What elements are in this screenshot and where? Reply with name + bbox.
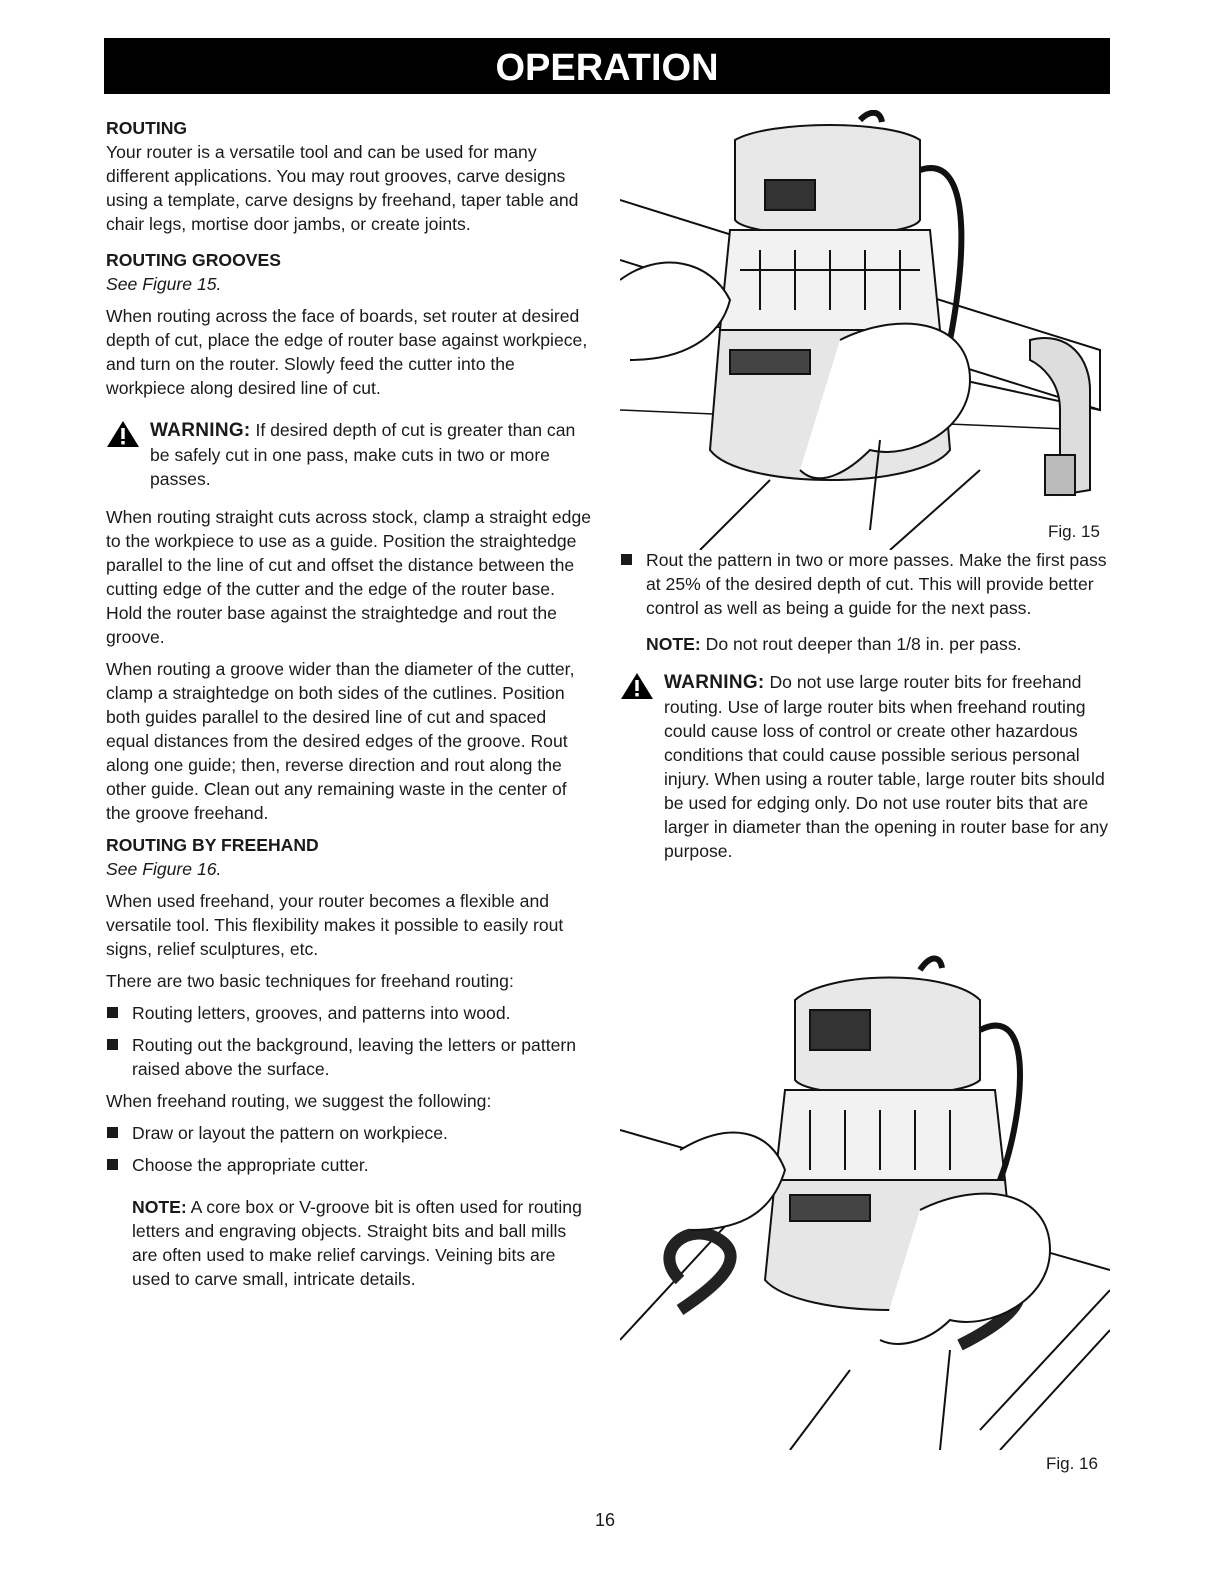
freehand-figure-reference: See Figure 16. (106, 859, 222, 879)
warning-triangle-icon (620, 672, 654, 700)
warning-large-bits (620, 670, 1110, 863)
warning-text: Do not use large router bits for freehand routing. Use of large router bits when freehand routing could cause loss of control or create other hazardous conditions that could cause possible serious personal injury. When using a router table, large router bits should be used for edging only. Do not use router bits that are larger in diameter than the opening in router base for any purpose. (664, 672, 1109, 861)
routing-heading: ROUTING (106, 118, 188, 138)
figure-16-router-freehand (620, 950, 1110, 1450)
grooves-text: When routing across the face of boards, set router at desired depth of cut, place the edge of router base against workpiece, and turn on the router. Slowly feed the cutter into the workpiece along desired line of cut. (106, 306, 588, 398)
left-column (106, 116, 594, 1291)
warning-label: WARNING: (664, 672, 765, 693)
list-item: Routing letters, grooves, and patterns into wood. (106, 1001, 594, 1025)
note-text: Do not rout deeper than 1/8 in. per pass. (705, 634, 1022, 654)
list-item: Routing out the background, leaving the letters or pattern raised above the surface. (106, 1033, 594, 1081)
list-item: Draw or layout the pattern on workpiece. (106, 1121, 594, 1145)
warning-text: If desired depth of cut is greater than can be safely cut in one pass, make cuts in two or more passes. (150, 420, 576, 489)
techniques-intro: There are two basic techniques for freehand routing: (106, 971, 514, 991)
routing-freehand-heading: ROUTING BY FREEHAND (106, 835, 319, 855)
straight-cuts-text: When routing straight cuts across stock, clamp a straight edge to the workpiece to use as a guide. Position the straightedge parallel to the line of cut and offset the distance between the cutting edge of the cutter and the edge of the router base. Hold the router base against the straightedge and rout the groove. (106, 507, 592, 647)
note-label: NOTE: (132, 1197, 187, 1217)
section-title: OPERATION (104, 38, 1110, 94)
routing-grooves-heading: ROUTING GROOVES (106, 250, 281, 270)
freehand-text: When used freehand, your router becomes a flexible and versatile tool. This flexibility makes it possible to easily rout signs, relief sculptures, etc. (106, 891, 564, 959)
note-label: NOTE: (646, 634, 701, 654)
grooves-figure-reference: See Figure 15. (106, 274, 222, 294)
figure-16-label: Fig. 16 (1046, 1454, 1098, 1473)
list-item: Choose the appropriate cutter. (106, 1153, 594, 1177)
warning-label: WARNING: (150, 420, 251, 441)
note-depth (620, 632, 1110, 656)
note-bits (106, 1195, 594, 1291)
note-text: A core box or V-groove bit is often used for routing letters and engraving objects. Straight bits and ball mills are often used to make relief carvings. Veining bits are used to carve small, intricate details. (132, 1197, 582, 1289)
routing-text: Your router is a versatile tool and can be used for many different applications. You may rout grooves, carve designs using a template, carve designs by freehand, taper table and chair legs, mortise door jambs, or create joints. (106, 142, 579, 234)
wider-groove-text: When routing a groove wider than the diameter of the cutter, clamp a straightedge on both sides of the cutlines. Position both guides parallel to the desired line of cut and spaced equal distances from the desired edges of the groove. Rout along one guide; then, reverse direction and rout along the other guide. Clean out any remaining waste in the center of the groove freehand. (106, 659, 575, 823)
suggest-intro: When freehand routing, we suggest the following: (106, 1091, 492, 1111)
list-item: Rout the pattern in two or more passes. Make the first pass at 25% of the desired depth of cut. This will provide better control as well as being a guide for the next pass. (620, 548, 1110, 620)
warning-depth (106, 418, 594, 491)
figure-15-label: Fig. 15 (1048, 522, 1100, 541)
right-column (620, 548, 1110, 863)
warning-triangle-icon (106, 420, 140, 448)
page-number: 16 (594, 1510, 616, 1530)
figure-15-router-straightedge (620, 110, 1110, 550)
